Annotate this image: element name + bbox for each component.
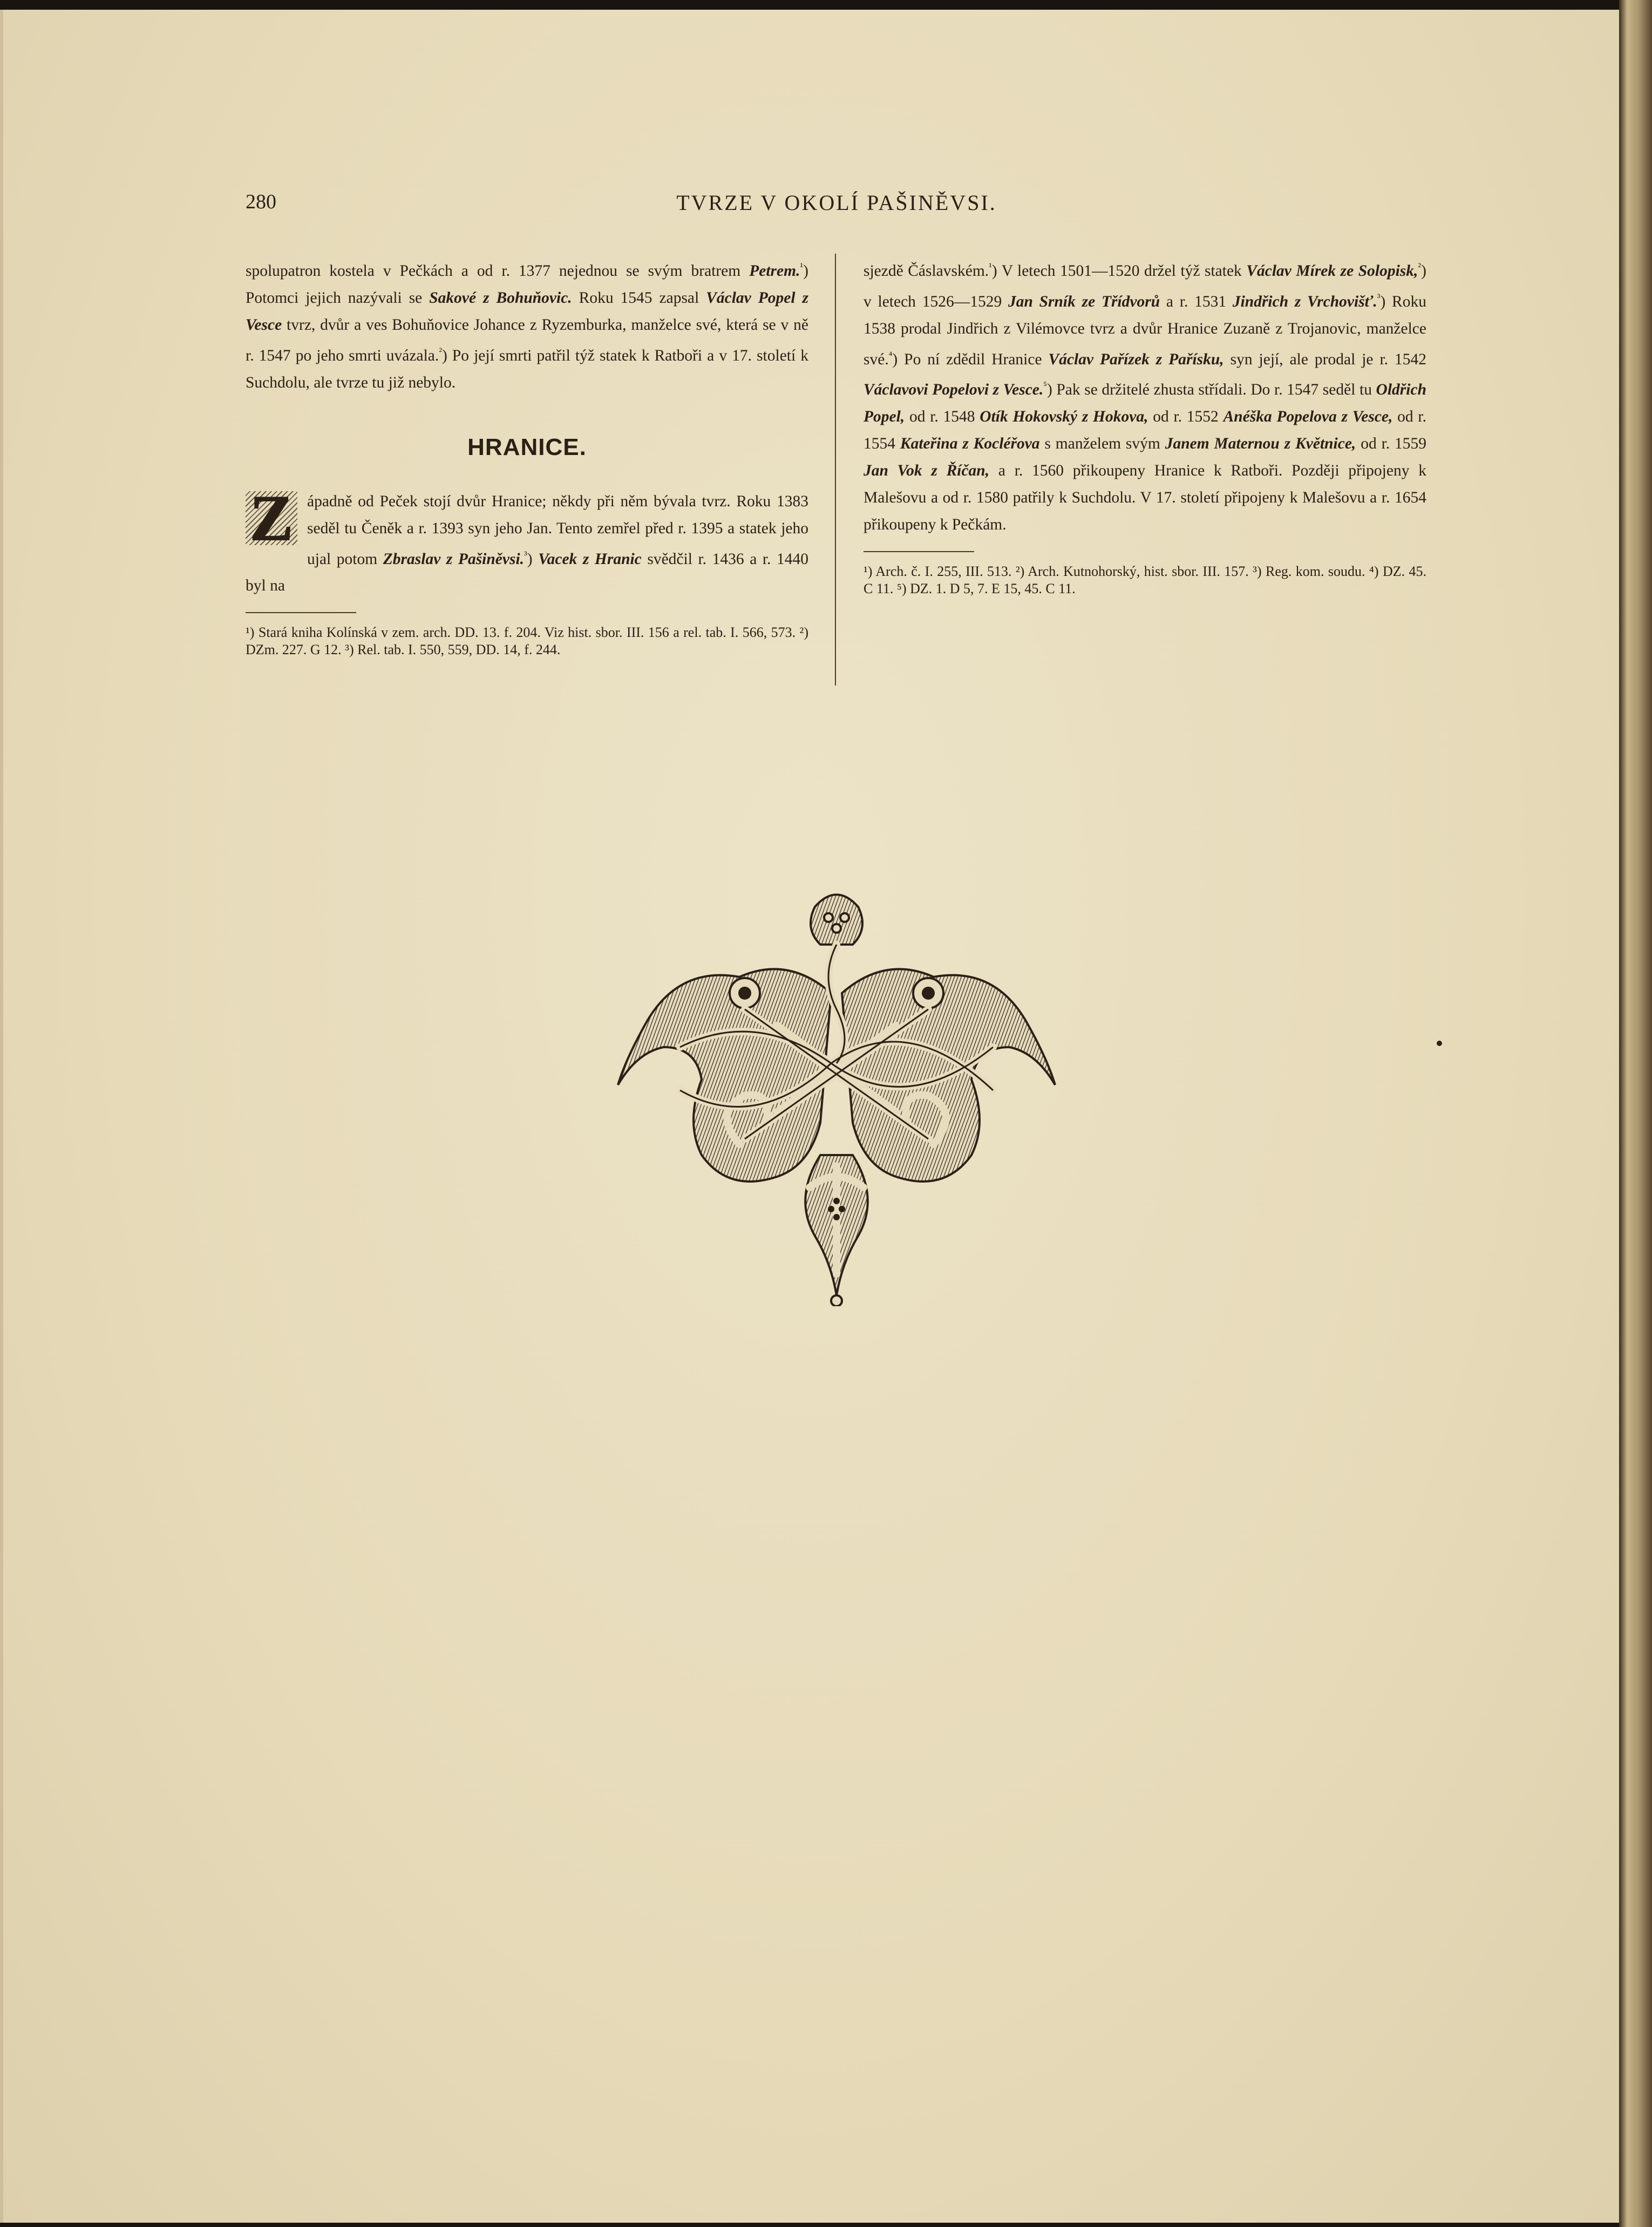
text-run: ) Pak se držitelé zhusta střídali. Do r. 1547 seděl tu [1046, 381, 1376, 399]
running-head [246, 190, 1427, 222]
text-run: Roku 1545 zapsal [572, 289, 706, 307]
ink-speck [1437, 1041, 1442, 1046]
celtic-knot-ornament-icon [615, 885, 1058, 1306]
name-katerina: Kateřina z Kocléřova [900, 435, 1040, 453]
text-run: sjezdě Čáslavském. [864, 262, 989, 280]
name-zbraslav: Zbraslav z Pašiněvsi. [383, 550, 525, 568]
page-number: 280 [246, 191, 276, 213]
text-run: ) [527, 550, 539, 568]
paragraph-hranice-continued [864, 254, 1426, 538]
text-run: ) Po její smrti patřil týž statek k Ratboři a v 17. století k Suchdolu, ale tvrze tu již nebylo. [246, 347, 808, 391]
paragraph-hranice [246, 481, 809, 600]
footnote-2: ²) DZm. 227. G 12. [246, 624, 808, 658]
text-run: od r. 1552 [1148, 408, 1223, 426]
paragraph-bohunovice [246, 254, 808, 396]
column-divider [835, 254, 836, 685]
name-sakove: Sakové z Bohuňovic. [429, 289, 572, 307]
text-run: spolupatron kostela v Pečkách a od r. 1377 nejednou se svým bratrem [246, 262, 750, 280]
name-jindrich: Jindřich z Vrchovišť. [1232, 293, 1377, 310]
footnote-3: ³) Reg. kom. soudu. [1248, 563, 1365, 580]
footnote-ref: ¹ [800, 261, 804, 273]
footnote-rule [246, 612, 356, 613]
footnote-3: ³) Rel. tab. I. 550, 559, DD. 14, f. 244. [341, 642, 561, 658]
running-title: TVRZE V OKOLÍ PAŠINĚVSI. [676, 191, 997, 215]
footnote-ref: ² [1418, 261, 1422, 273]
name-aneska: Anéška Popelova z Vesce, [1223, 408, 1393, 426]
name-jan-vok: Jan Vok z Říčan, [864, 462, 990, 480]
right-column [864, 254, 1426, 598]
text-run: syn její, ale prodal je r. 1542 [1223, 350, 1426, 368]
name-vaclav-popel: Václav Popel z Vesce [246, 289, 808, 334]
name-vaclav-popel: Václavovi Popelovi z Vesce. [864, 381, 1044, 399]
footnotes-right [864, 563, 1426, 598]
footnote-5: ⁵) DZ. 1. D 5, 7. E 15, 45. C 11. [893, 581, 1076, 597]
page-left-edge [0, 10, 3, 2223]
name-parizek: Václav Pařízek z Pařísku, [1048, 350, 1224, 368]
footnote-ref: ¹ [989, 261, 992, 273]
left-column [246, 254, 808, 658]
name-srnik: Jan Srník ze Třídvorů [1008, 293, 1160, 310]
text-run: ) Potomci jejich nazývali se [246, 262, 808, 307]
text-run: od r. 1554 [864, 408, 1426, 453]
name-mirek: Václav Mírek ze Solopisk, [1246, 262, 1418, 280]
footnote-ref: ² [439, 345, 442, 357]
footnote-1: ¹) Stará kniha Kolínská v zem. arch. DD. 13. f. 204. Viz hist. sbor. III. 156 a rel. tab. I. 566, 573. [246, 624, 796, 641]
text-run: tvrz, dvůr a ves Bohuňovice Johance z Ryzemburka, manželce své, která se v ně r. 1547 po jeho smrti uvázala. [246, 316, 808, 364]
text-run: ) Roku 1538 prodal Jindřich z Vilémovce tvrz a dvůr Hranice Zuzaně z Trojanovic, manželce své. [864, 293, 1426, 368]
footnote-2: ²) Arch. Kutnohorský, hist. sbor. III. 157. [1011, 563, 1249, 580]
name-oldrich-popel: Oldřich Popel, [864, 381, 1426, 426]
drop-cap-initial: Z [246, 491, 297, 545]
text-run: ) Po ní zdědil Hranice [892, 350, 1049, 368]
name-jan-materna: Janem Maternou z Květnice, [1165, 435, 1356, 453]
text-run: s manželem svým [1039, 435, 1165, 453]
name-vacek: Vacek z Hranic [538, 550, 642, 568]
text-run: ) v letech 1526—1529 [864, 262, 1426, 310]
text-run: ápadně od Peček stojí dvůr Hranice; někdy při něm bývala tvrz. Roku 1383 seděl tu Čeněk a r. 1393 syn jeho Jan. Tento zemřel před r. 1395 a statek jeho ujal potom [307, 492, 808, 568]
section-heading-hranice: HRANICE. [467, 433, 587, 460]
footnote-rule [864, 551, 974, 552]
text-run: a r. 1560 přikoupeny Hranice k Ratboři. Později připojeny k Malešovu a od r. 1580 patřily k Suchdolu. V 17. století připojeny k Malešovu a r. 1654 přikoupeny k Pečkám. [864, 462, 1426, 534]
footnote-1: ¹) Arch. č. I. 255, III. 513. [864, 563, 1012, 580]
name-petr: Petrem. [749, 262, 800, 280]
footnotes-left [246, 624, 808, 658]
text-run: od r. 1548 [905, 408, 980, 426]
text-run: od r. 1559 [1356, 435, 1427, 453]
book-spine-edge [1619, 0, 1652, 2227]
name-otik: Otík Hokovský z Hokova, [980, 408, 1148, 426]
text-run: ) V letech 1501—1520 držel týž statek [991, 262, 1247, 280]
text-run: svědčil r. 1436 a r. 1440 byl na [246, 550, 809, 595]
footnote-ref: ⁴ [888, 349, 893, 361]
footnote-ref: ³ [1377, 291, 1381, 303]
footnote-ref: ⁵ [1043, 380, 1047, 392]
footnote-ref: ³ [524, 549, 527, 561]
text-run: a r. 1531 [1160, 293, 1233, 310]
footnote-4: ⁴) DZ. 45. C 11. [864, 563, 1426, 597]
